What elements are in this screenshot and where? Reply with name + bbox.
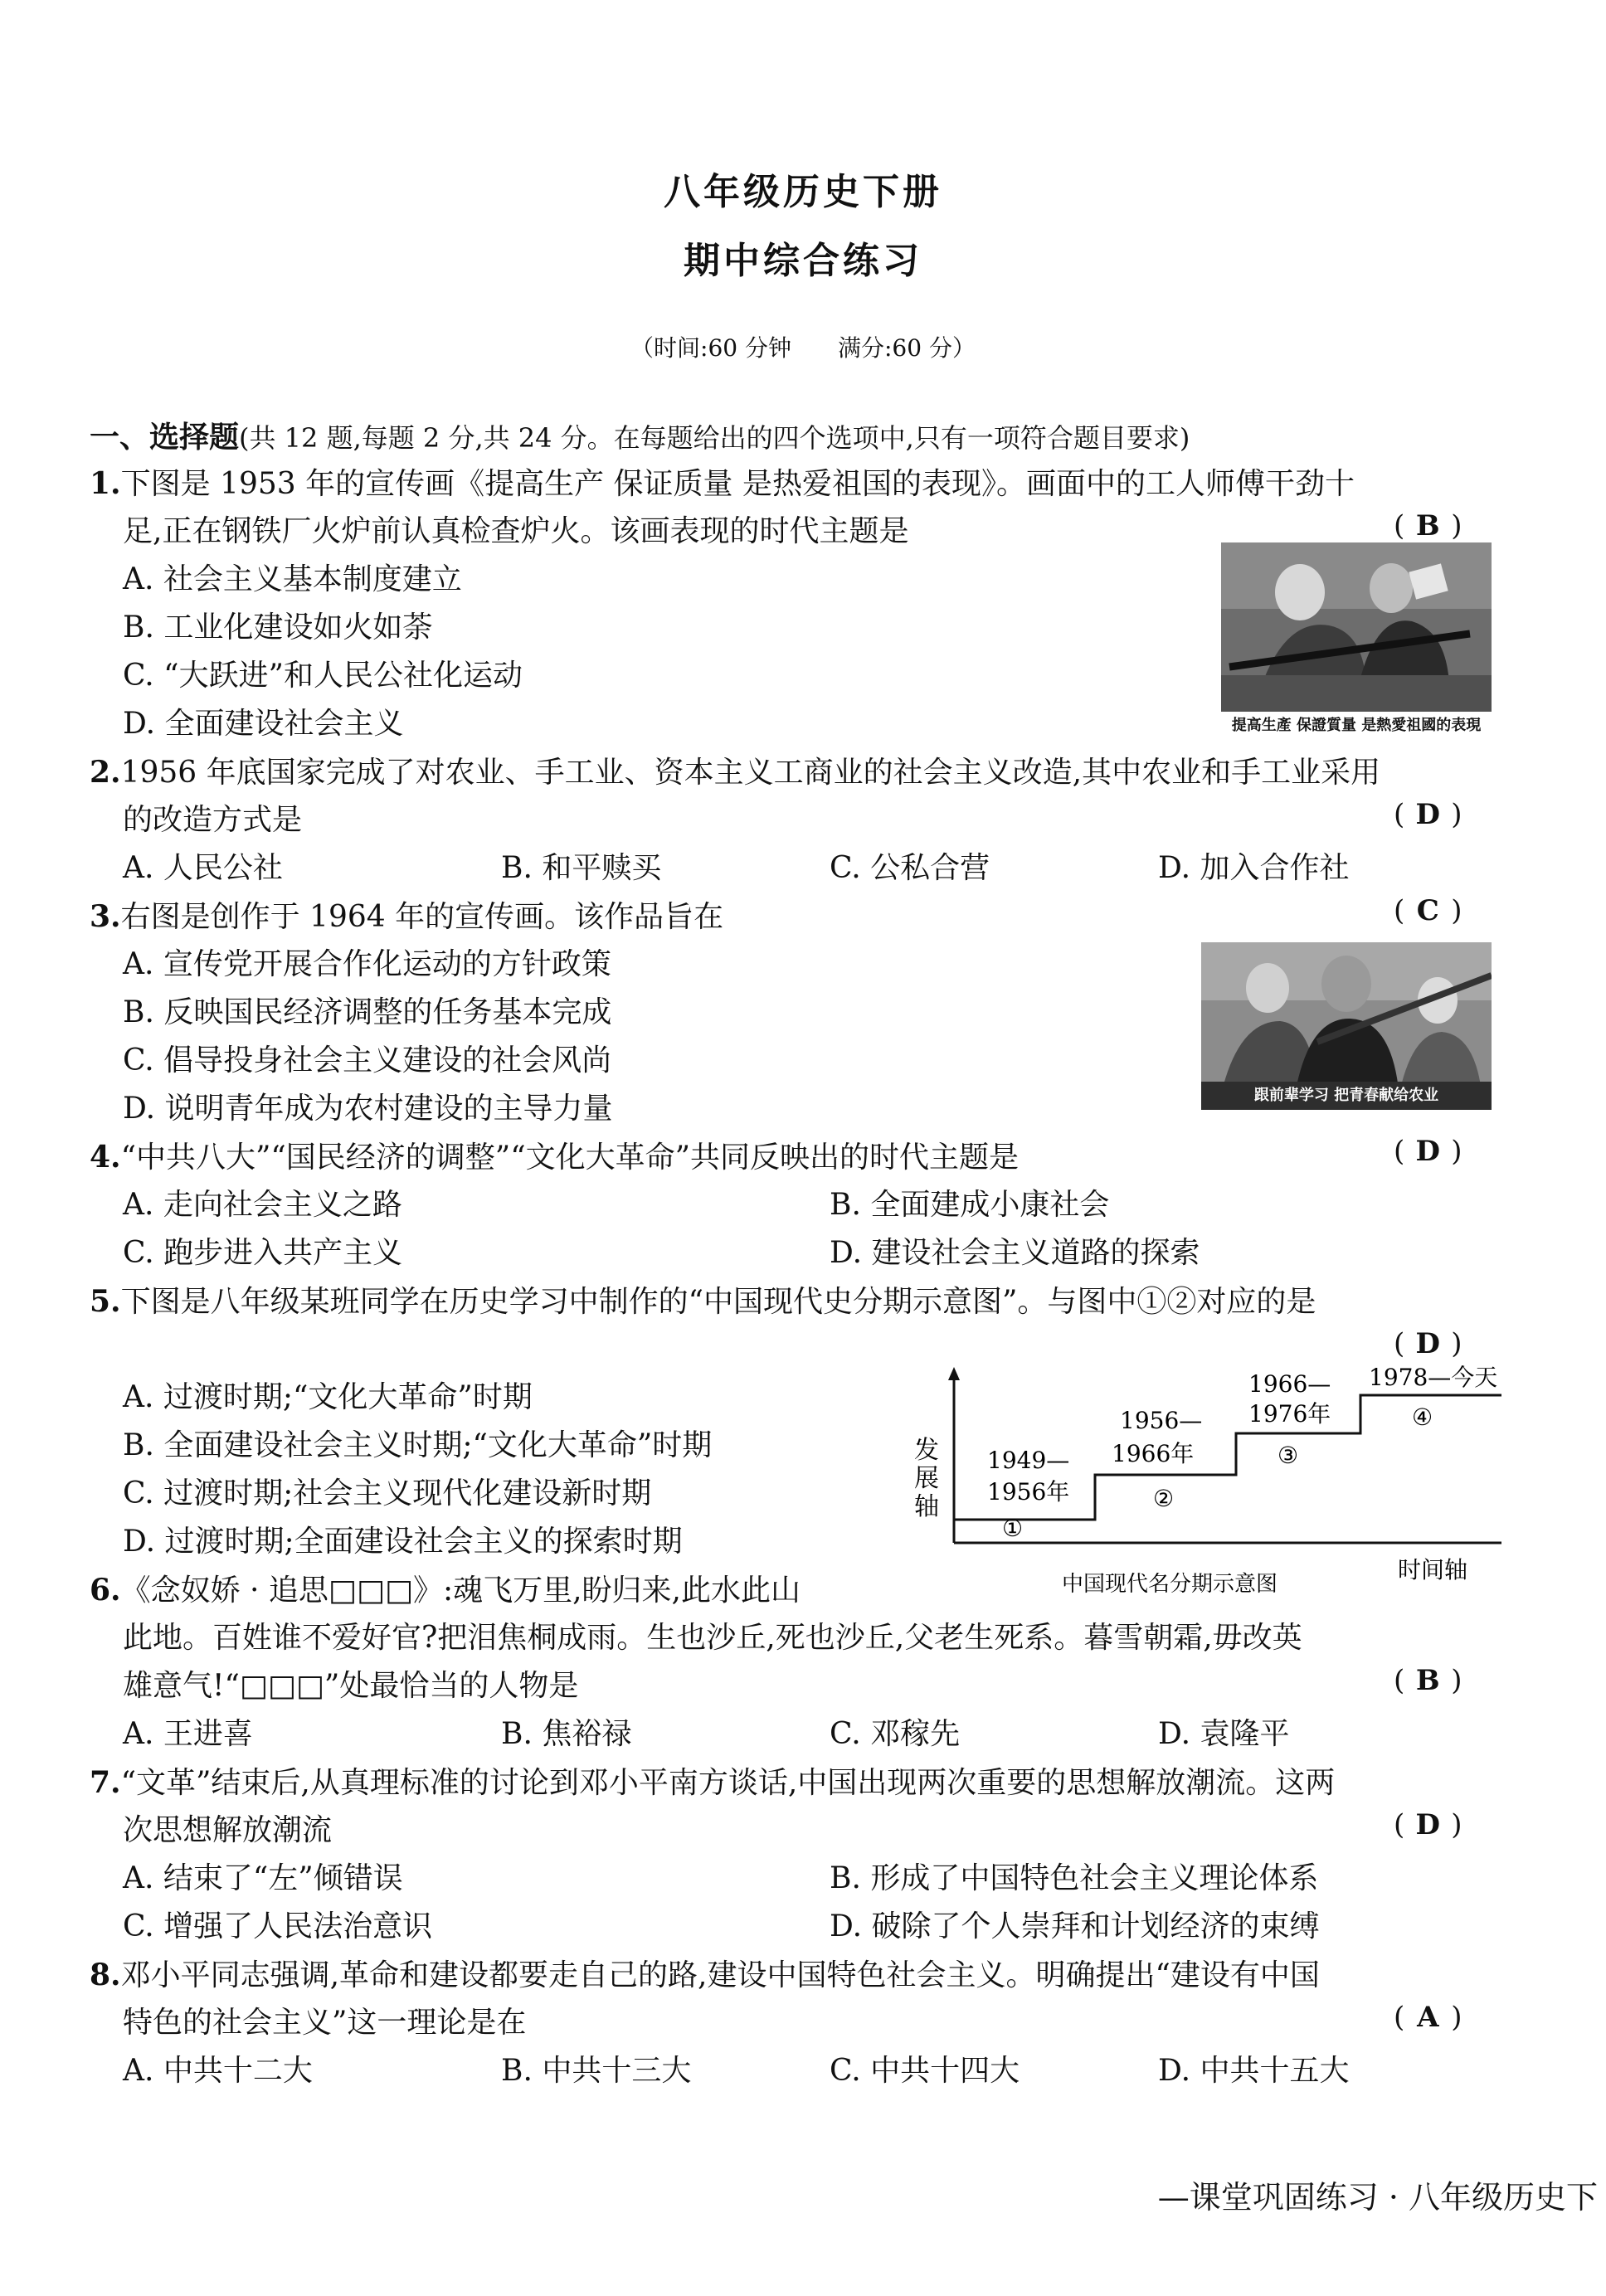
- question-text: 次思想解放潮流: [123, 1813, 333, 1847]
- step-label: 1956—: [1120, 1407, 1203, 1434]
- page-title: 八年级历史下册: [664, 171, 942, 213]
- question-text: 右图是创作于 1964 年的宣传画。该作品旨在: [120, 900, 724, 934]
- option: B. 工业化建设如火如荼: [123, 610, 433, 645]
- question-4: [90, 1135, 1019, 1180]
- option: C. 过渡时期;社会主义现代化建设新时期: [123, 1476, 652, 1510]
- question-1: [90, 461, 1355, 507]
- question-text: 下图是八年级某班同学在历史学习中制作的“中国现代史分期示意图”。与图中①②对应的是: [120, 1285, 1316, 1319]
- answer-value: B: [1415, 1664, 1440, 1697]
- question-text: 此地。百姓谁不爱好官?把泪焦桐成雨。生也沙丘,死也沙丘,父老生死系。暮雪朝霜,毋改英: [123, 1621, 1302, 1655]
- question-8: [90, 1953, 1320, 1998]
- option: A. 社会主义基本制度建立: [123, 562, 462, 596]
- question-number: 2.: [90, 755, 121, 790]
- answer-value: C: [1416, 894, 1439, 927]
- question-text: 雄意气!“□□□”处最恰当的人物是: [123, 1669, 579, 1703]
- question-text: 《念奴娇 · 追思□□□》:魂飞万里,盼归来,此水此山: [120, 1574, 801, 1608]
- answer-bracket: ( B ): [1394, 1664, 1462, 1697]
- question-3: [90, 894, 723, 940]
- section-note: (共 12 题,每题 2 分,共 24 分。在每题给出的四个选项中,只有一项符合题目要求): [239, 422, 1190, 454]
- question-number: 1.: [90, 466, 121, 501]
- question-2: [90, 750, 1380, 795]
- question-text: 的改造方式是: [123, 803, 303, 837]
- answer-bracket: ( D ): [1394, 1135, 1462, 1168]
- option: D. 袁隆平: [1158, 1717, 1290, 1751]
- option: B. 反映国民经济调整的任务基本完成: [123, 995, 612, 1029]
- option: C. 倡导投身社会主义建设的社会风尚: [123, 1043, 612, 1077]
- answer-bracket: ( B ): [1394, 509, 1462, 542]
- option: B. 形成了中国特色社会主义理论体系: [830, 1861, 1319, 1895]
- step-label: 1956年: [987, 1478, 1070, 1506]
- option: B. 全面建成小康社会: [830, 1188, 1110, 1222]
- question-number: 5.: [90, 1284, 121, 1319]
- step-label: 1976年: [1248, 1400, 1331, 1428]
- section-heading: [90, 415, 1190, 460]
- answer-value: D: [1415, 1808, 1440, 1841]
- option: D. 全面建设社会主义: [123, 707, 404, 741]
- answer-bracket: ( D ): [1394, 1808, 1462, 1841]
- option: A. 宣传党开展合作化运动的方针政策: [123, 947, 611, 981]
- option: B. 焦裕禄: [501, 1717, 632, 1751]
- answer-value: B: [1415, 509, 1440, 542]
- question-5: [90, 1279, 1316, 1325]
- answer-bracket: ( D ): [1394, 1327, 1462, 1360]
- question-text: 邓小平同志强调,革命和建设都要走自己的路,建设中国特色社会主义。明确提出“建设有中国: [120, 1958, 1320, 1992]
- option: C. 跑步进入共产主义: [123, 1236, 403, 1270]
- option: B. 全面建设社会主义时期;“文化大革命”时期: [123, 1428, 713, 1462]
- option: D. 过渡时期;全面建设社会主义的探索时期: [123, 1525, 683, 1559]
- question-text: “文革”结束后,从真理标准的讨论到邓小平南方谈话,中国出现两次重要的思想解放潮流。这两: [120, 1766, 1336, 1800]
- section-title: 一、选择题: [90, 420, 240, 455]
- question-number: 8.: [90, 1958, 121, 1992]
- answer-value: D: [1415, 798, 1440, 831]
- option: A. 王进喜: [123, 1717, 253, 1751]
- option: D. 中共十五大: [1158, 2054, 1350, 2088]
- period-diagram: [896, 1360, 1510, 1609]
- option: C. 公私合营: [830, 851, 990, 885]
- step-label: 1966年: [1112, 1440, 1195, 1467]
- page-footer: —课堂巩固练习 · 八年级历史下: [1157, 2179, 1598, 2216]
- step-marker: ①: [1002, 1515, 1024, 1542]
- option: B. 和平赎买: [501, 851, 662, 885]
- step-marker: ②: [1153, 1485, 1175, 1512]
- step-label: 1978—今天: [1369, 1364, 1498, 1391]
- answer-value: D: [1415, 1327, 1440, 1360]
- page-subtitle: 期中综合练习: [684, 240, 922, 282]
- option: C. 邓稼先: [830, 1717, 961, 1751]
- option: D. 破除了个人崇拜和计划经济的束缚: [830, 1909, 1320, 1943]
- option: A. 过渡时期;“文化大革命”时期: [123, 1380, 533, 1414]
- x-axis-label: 时间轴: [1398, 1556, 1468, 1583]
- answer-bracket: ( C ): [1394, 894, 1462, 927]
- question-text: 1956 年底国家完成了对农业、手工业、资本主义工商业的社会主义改造,其中农业和手工业采用: [120, 756, 1381, 790]
- question-number: 4.: [90, 1140, 121, 1175]
- propaganda-image-2: [1201, 942, 1492, 1110]
- y-axis-label: 发: [914, 1436, 939, 1465]
- answer-bracket: ( D ): [1394, 798, 1462, 831]
- y-axis-label: 展: [914, 1464, 939, 1493]
- step-marker: ④: [1412, 1403, 1433, 1431]
- option: A. 走向社会主义之路: [123, 1188, 402, 1222]
- question-text: 足,正在钢铁厂火炉前认真检查炉火。该画表现的时代主题是: [123, 514, 909, 548]
- propaganda-image-1: [1221, 542, 1492, 740]
- answer-value: D: [1415, 1135, 1440, 1168]
- image-caption: 提高生產 保證質量 是熱愛祖國的表現: [1231, 717, 1482, 734]
- answer-value: A: [1417, 2001, 1439, 2034]
- option: D. 说明青年成为农村建设的主导力量: [123, 1092, 613, 1126]
- option: A. 人民公社: [123, 851, 283, 885]
- option: C. 增强了人民法治意识: [123, 1909, 433, 1943]
- step-label: 1949—: [987, 1447, 1070, 1474]
- option: C. “大跃进”和人民公社化运动: [123, 659, 523, 693]
- answer-bracket: ( A ): [1394, 2001, 1462, 2034]
- option: C. 中共十四大: [830, 2054, 1020, 2088]
- option: D. 建设社会主义道路的探索: [830, 1236, 1200, 1270]
- question-text: 特色的社会主义”这一理论是在: [123, 2006, 527, 2040]
- question-text: “中共八大”“国民经济的调整”“文化大革命”共同反映出的时代主题是: [120, 1141, 1020, 1175]
- question-number: 6.: [90, 1573, 121, 1608]
- option: D. 加入合作社: [1158, 851, 1350, 885]
- image-caption: 跟前辈学习 把青春献给农业: [1253, 1087, 1439, 1104]
- question-number: 7.: [90, 1765, 121, 1800]
- step-marker: ③: [1278, 1442, 1299, 1469]
- question-7: [90, 1760, 1335, 1806]
- exam-meta: （时间:60 分钟 满分:60 分）: [630, 334, 976, 362]
- option: A. 结束了“左”倾错误: [123, 1861, 403, 1895]
- y-axis-arrow: [948, 1367, 960, 1380]
- option: B. 中共十三大: [501, 2054, 692, 2088]
- y-axis-label: 轴: [914, 1492, 939, 1521]
- question-number: 3.: [90, 899, 121, 934]
- question-text: 下图是 1953 年的宣传画《提高生产 保证质量 是热爱祖国的表现》。画面中的工人师傅干劲十: [120, 467, 1355, 501]
- diagram-caption: 中国现代名分期示意图: [1062, 1572, 1278, 1597]
- option: A. 中共十二大: [123, 2054, 313, 2088]
- step-label: 1966—: [1248, 1370, 1331, 1398]
- question-6: [90, 1568, 801, 1613]
